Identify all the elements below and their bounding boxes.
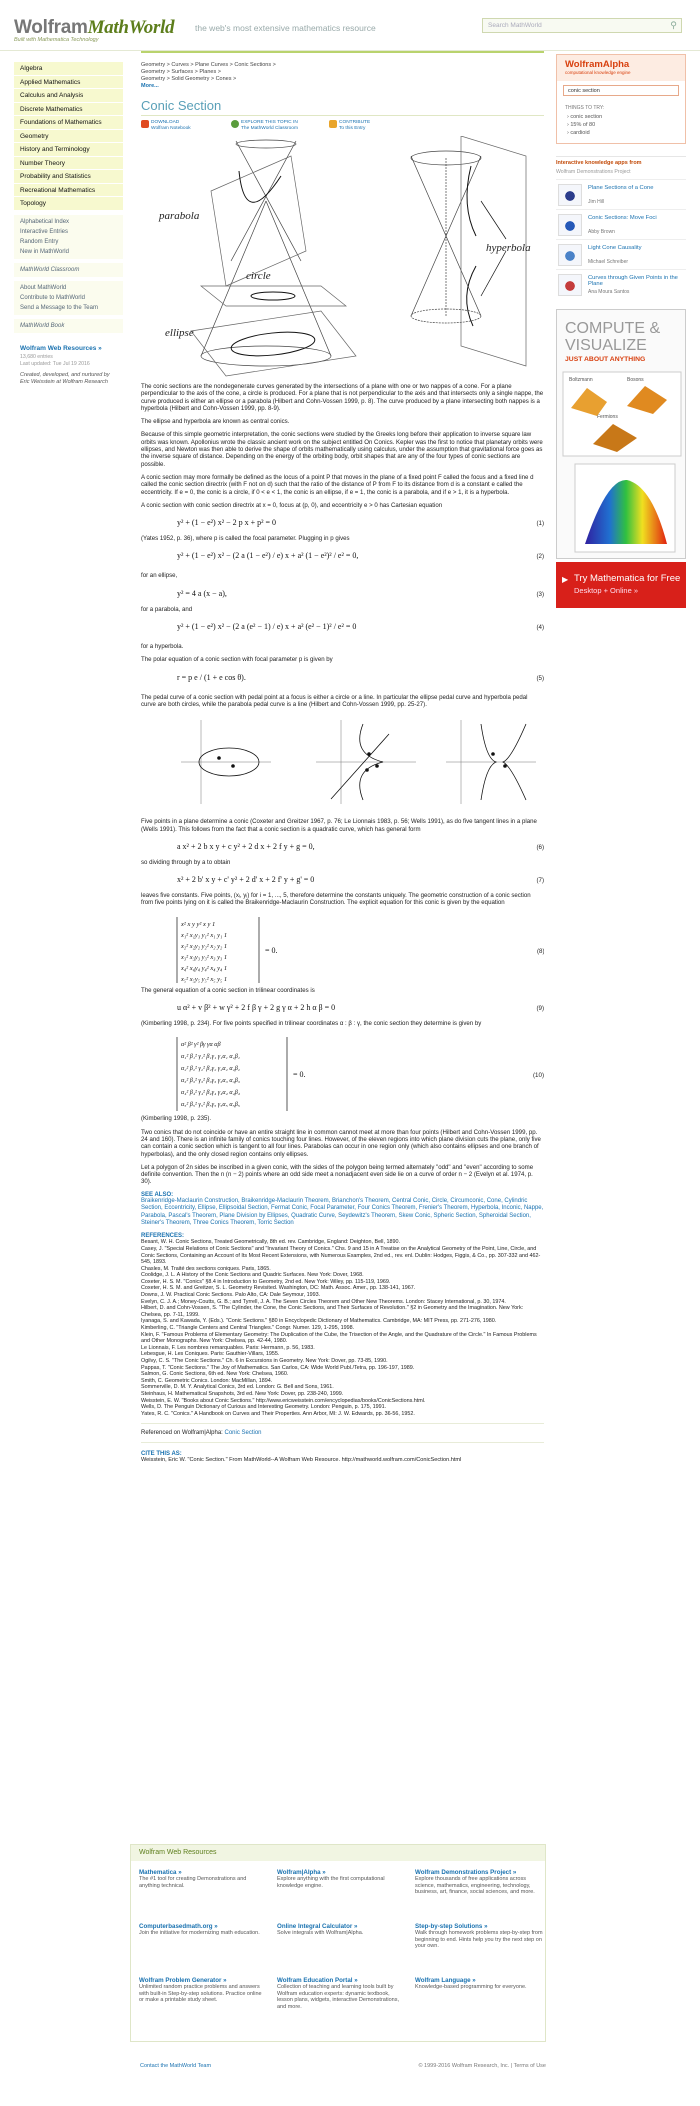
svg-text:x₁² x₁y₁ y₁² x₁ y₁ 1: x₁² x₁y₁ y₁² x₁ y₁ 1 xyxy=(181,931,228,939)
svg-text:α₃² β₃² γ₃² β₃γ₃ γ₃α₃ α₃β: α₃² β₃² γ₃² β₃γ₃ γ₃α₃ α₃β₃ xyxy=(181,1077,240,1085)
svg-text:α₅² β₅² γ₅² β₅γ₅ γ₅α₅ α₅β: α₅² β₅² γ₅² β₅γ₅ γ₅α₅ α₅β₅ xyxy=(181,1101,240,1109)
footer-resource-desc: Explore thousands of free applications across science, mathematics, engineering, technology, business, art, finance, social sciences, and more. xyxy=(415,1876,535,1896)
nav-item-subject[interactable]: Algebra xyxy=(14,62,123,76)
cv-graphics xyxy=(557,368,685,558)
paragraph-five-points: Five points in a plane determine a conic (Coxeter and Greitzer 1967, p. 76; Le Lionnais 1983, p. 56; Wells 1991), as do five tangent lines in a plane (Wells 1991). This follows from the fact that a conic section is a quadratic curve, which has general form xyxy=(141,818,537,833)
nav-item-subject[interactable]: Probability and Statistics xyxy=(14,170,123,184)
equation-8 xyxy=(141,913,544,987)
nav-item-subject[interactable]: Geometry xyxy=(14,130,123,144)
footer-resource[interactable] xyxy=(415,1869,543,1896)
footer-resource-title[interactable]: Wolfram Demonstrations Project » xyxy=(415,1869,517,1876)
wolfram-resources-link[interactable]: Wolfram Web Resources » xyxy=(20,344,102,352)
breadcrumb-path-2[interactable]: Geometry > Surfaces > Planes > xyxy=(141,69,221,75)
referenced-on-wolframalpha: Referenced on Wolfram|Alpha: Conic Section xyxy=(141,1430,262,1437)
paragraph-dividing: so dividing through by a to obtain xyxy=(141,858,231,866)
paragraph-history: Because of this simple geometric interpretation, the conic sections were studied by the Greeks long before their application to inverse square law orbits was known. Apollonius wrote the classic ancient work on the subject entitled On Conics. Kepler was the first to notice that planetary orbits were ellipses, and Newton was then able to derive the shape of orbits mathematically using calculus, under the assumption that gravitational force goes as the inverse square of distance. Depending on the energy of the orbiting body, orbit shapes that are any of the four types of conic sections are possible. xyxy=(141,431,543,468)
demo-thumbnail xyxy=(558,274,582,296)
footer-heading: Wolfram Web Resources xyxy=(131,1845,545,1861)
wolframalpha-input[interactable]: conic section xyxy=(563,85,679,96)
equation-1: y² + (1 − e²) x² − 2 p x + p² = 0 (1) xyxy=(177,518,544,528)
svg-text:Bosons: Bosons xyxy=(627,377,644,383)
footer-grid xyxy=(131,1861,545,2031)
hyperbola-label: hyperbola xyxy=(486,242,531,254)
classroom-icon xyxy=(231,120,239,128)
reference-item: Kimberling, C. "Triangle Centers and Central Triangles." Congr. Numer. 129, 1-295, 1998. xyxy=(141,1325,355,1332)
footer-resource[interactable] xyxy=(277,1923,405,1937)
reference-item: Coxeter, H. S. M. and Greitzer, S. L. Geometry Revisited. Washington, DC: Math. Assoc. Amer., pp. 138-141, 1967. xyxy=(141,1285,416,1292)
references-list xyxy=(141,1239,544,1417)
demo-author: Abby Brown xyxy=(588,229,615,235)
svg-text:= 0.: = 0. xyxy=(265,945,278,955)
plot-hyperbola xyxy=(316,720,416,804)
reference-item: Weisstein, E. W. "Books about Conic Sections." http://www.ericweisstein.com/encyclopedias/books/ConicSections.html. xyxy=(141,1397,426,1404)
contribute-button[interactable]: CONTRIBUTE To this Entry xyxy=(329,120,370,131)
nav-item-subject[interactable]: Number Theory xyxy=(14,157,123,171)
entry-count: 13,680 entries xyxy=(20,353,53,360)
nav-item-secondary[interactable]: New in MathWorld xyxy=(20,248,69,255)
svg-text:(10): (10) xyxy=(533,1072,544,1080)
paragraph-two-conics: Two conics that do not coincide or have an entire straight line in common cannot meet at more than four points (Hilbert and Cohn-Vossen 1999, pp. 24 and 160). There is an infinite family of conics touching four lines. However, of the eleven regions into which plane division cuts the plane, only five can contain a conic section which is tangent to all four lines. Parabolas can occur in one region only (which also contains ellipses and one branch of hyperbolas), and the only closed region contains only ellipses. xyxy=(141,1128,541,1158)
footer-resource-title[interactable]: Mathematica » xyxy=(139,1869,182,1876)
reference-item: Steinhaus, H. Mathematical Snapshots, 3rd ed. New York: Dover, pp. 238-240, 1999. xyxy=(141,1390,344,1397)
footer-resource-title[interactable]: Wolfram Language » xyxy=(415,1977,476,1984)
nav-item-secondary[interactable]: Random Entry xyxy=(20,238,59,245)
pedal-curve-plots xyxy=(141,714,544,810)
footer-resource-desc: Knowledge-based programming for everyone. xyxy=(415,1984,527,1990)
cones-diagram xyxy=(141,136,544,383)
try-suggestion[interactable] xyxy=(557,129,685,137)
footer-resource[interactable] xyxy=(277,1869,405,1889)
footer-resource-title[interactable]: Wolfram Problem Generator » xyxy=(139,1977,227,1984)
paragraph-polar: The polar equation of a conic section with focal parameter p is given by xyxy=(141,656,333,664)
nav-item-about[interactable]: Send a Message to the Team xyxy=(20,304,98,311)
reference-item: Ogilvy, C. S. "The Conic Sections." Ch. 6 in Excursions in Geometry. New York: Dover, pp. 73-85, 1990. xyxy=(141,1358,388,1364)
paragraph-for-ellipse: for an ellipse, xyxy=(141,572,178,580)
paragraph-five-constants: leaves five constants. Five points, (xᵢ, yᵢ) for i = 1, ..., 5, therefore determine the constants uniquely. The geometric construction of a conic section from five points lying on it is called the Braikenridge-Maclaurin Construction. The explicit equation for this conic is given by the equation xyxy=(141,892,531,907)
things-to-try-list xyxy=(557,113,685,137)
plot-parabola xyxy=(446,720,536,804)
footer-resource[interactable] xyxy=(415,1923,543,1950)
reference-item: Coolidge, J. L. A History of the Conic Sections and Quadric Surfaces. New York: Dover, 1968. xyxy=(141,1272,364,1279)
paragraph-focal-parameter: (Yates 1952, p. 36), where p is called the focal parameter. Plugging in p gives xyxy=(141,535,350,543)
reference-item: Coxeter, H. S. M. "Conics" §8.4 in Introduction to Geometry, 2nd ed. New York: Wiley, pp. 115-119, 1969. xyxy=(141,1278,391,1285)
reference-item: Wells, D. The Penguin Dictionary of Curious and Interesting Geometry. London: Penguin, p. 175, 1991. xyxy=(141,1404,387,1411)
reference-item: Hilbert, D. and Cohn-Vossen, S. "The Cylinder, the Cone, the Conic Sections, and Their Surfaces of Revolution." §2 in Geometry and the Imagination. New York: Chelsea, pp. 7-11, 1999. xyxy=(141,1305,524,1318)
site-header xyxy=(0,0,700,52)
footer-resource[interactable] xyxy=(139,1869,267,1889)
demo-thumbnail xyxy=(558,214,582,236)
arrow-icon: ▶ xyxy=(562,575,569,584)
svg-text:α² β² γ² βγ γα: α² β² γ² βγ γα αβ xyxy=(181,1041,221,1049)
contribute-icon xyxy=(329,120,337,128)
demo-item[interactable] xyxy=(556,179,686,209)
page-title: Conic Section xyxy=(141,98,222,113)
paragraph-polygon: Let a polygon of 2n sides be inscribed in a given conic, with the sides of the polygon being termed alternately "odd" and "even" according to some definite convention. Then the n (n − 2) points where an odd side meet a nonadjacent even side lie on a curve of order n − 2 (Evelyn et al. 1974, p. 30). xyxy=(141,1163,534,1186)
left-navigation xyxy=(14,62,123,390)
breadcrumb-path-3[interactable]: Geometry > Solid Geometry > Cones > xyxy=(141,76,237,82)
references-heading: REFERENCES: xyxy=(141,1233,185,1240)
svg-text:x₅² x₅y₅ y₅² x₅ y₅ 1: x₅² x₅y₅ y₅² x₅ y₅ 1 xyxy=(181,975,228,983)
copyright-text[interactable]: © 1999-2016 Wolfram Research, Inc. | Terms of Use xyxy=(418,2063,546,2069)
reference-item: Le Lionnais, F. Les nombres remarquables. Paris: Hermann, p. 56, 1983. xyxy=(141,1344,315,1351)
circle-label: circle xyxy=(246,270,271,282)
determinant-8 xyxy=(141,913,544,987)
main-content xyxy=(141,62,544,1464)
wolframalpha-box xyxy=(556,54,686,144)
svg-text:Boltzmann: Boltzmann xyxy=(569,377,593,383)
paragraph-intro: The conic sections are the nondegenerate curves generated by the intersections of a plane with one or two nappes of a cone. For a plane perpendicular to the axis of the cone, a circle is produced. For a plane that is not perpendicular to the axis and that intersects only a single nappe, the curve produced is either an ellipse or a parabola (Hilbert and Cohn-Vossen 1999, p. 8). The curve produced by a plane intersecting both nappes is a hyperbola (Hilbert and Cohn-Vossen 1999, pp. 8-9). xyxy=(141,383,544,412)
cite-heading: CITE THIS AS: xyxy=(141,1451,182,1458)
reference-item: Salmon, G. Conic Sections, 6th ed. New York: Chelsea, 1960. xyxy=(141,1371,289,1378)
paragraph-kimberling-234: (Kimberling 1998, p. 234). For five points specified in trilinear coordinates α : β : γ, the conic section they determine is given by xyxy=(141,1020,482,1028)
determinant-10 xyxy=(141,1033,544,1115)
equation-2: y² + (1 − e²) x² − (2 a (1 − e²) / e) x + a² (1 − e²)² / e² = 0, (2) xyxy=(177,551,544,561)
right-sidebar xyxy=(556,54,686,608)
things-to-try-heading: THINGS TO TRY: xyxy=(565,105,605,111)
reference-item: Lebesgue, H. Les Coniques. Paris: Gauthier-Villars, 1955. xyxy=(141,1351,280,1358)
try-suggestion-label: cardioid xyxy=(570,130,590,136)
nav-item-classroom[interactable]: MathWorld Classroom xyxy=(20,266,80,273)
svg-text:x₂² x₂y₂ y₂² x₂ y₂ 1: x₂² x₂y₂ y₂² x₂ y₂ 1 xyxy=(181,942,228,950)
footer-resource-desc: Unlimited random practice problems and answers with built-in Step-by-step solutions. Practice online or make a printable study sheet. xyxy=(139,1984,262,2004)
last-updated: Last updated: Tue Jul 19 2016 xyxy=(20,360,90,367)
reference-item: Yates, R. C. "Conics." A Handbook on Curves and Their Properties. Ann Arbor, MI: J. W. Edwards, pp. 36-56, 1952. xyxy=(141,1410,415,1417)
demos-subheading[interactable]: Wolfram Demonstrations Project xyxy=(556,169,631,175)
demo-item[interactable] xyxy=(556,269,686,299)
conic-sections-illustration xyxy=(141,136,544,383)
svg-text:α₁² β₁² γ₁² β₁γ₁ γ₁α₁ α₁β: α₁² β₁² γ₁² β₁γ₁ γ₁α₁ α₁β₁ xyxy=(181,1053,240,1061)
try-mathematica-button[interactable]: ▶ Try Mathematica for Free Desktop + Online » xyxy=(556,562,686,608)
nav-item-subject[interactable]: Recreational Mathematics xyxy=(14,184,123,198)
entry-actions xyxy=(141,116,544,134)
explore-classroom-button[interactable]: EXPLORE THIS TOPIC IN The MathWorld Classroom xyxy=(231,120,298,131)
wolfram-resources-box xyxy=(14,343,123,390)
compute-visualize-ad[interactable] xyxy=(556,309,686,559)
demo-thumbnail xyxy=(558,244,582,266)
demo-thumbnail xyxy=(558,184,582,206)
paragraph-definition: A conic section may more formally be defined as the locus of a point P that moves in the plane of a fixed point F called the focus and a fixed line d called the conic section directrix (with F not on d) such that the ratio of the distance of P from F to its distance from d is a constant e called the eccentricity. If e = 0, the conic is a circle, if 0 < e < 1, the conic is an ellipse, if e = 1, the conic is a parabola, and if e > 1, it is a hyperbola. xyxy=(141,473,534,496)
book-box xyxy=(14,319,123,333)
nav-item-secondary[interactable]: Interactive Entries xyxy=(20,228,69,235)
paragraph-cartesian: A conic section with conic section directrix at x = 0, focus at (p, 0), and eccentricity e > 0 has Cartesian equation xyxy=(141,501,443,509)
nav-item-subject[interactable]: Applied Mathematics xyxy=(14,76,123,90)
reference-item: Downs, J. W. Practical Conic Sections. Palo Alto, CA: Dale Seymour, 1993. xyxy=(141,1292,321,1299)
try-suggestion[interactable] xyxy=(557,113,685,121)
demo-title: Plane Sections of a Cone xyxy=(588,185,654,191)
equation-4: y² + (1 − e²) x² − (2 a (e² − 1) / e) x + a² (e² − 1)² / e² = 0 (4) xyxy=(177,622,544,632)
demos-list xyxy=(556,179,686,299)
search-icon[interactable]: ⚲ xyxy=(670,20,677,30)
breadcrumb xyxy=(141,62,544,90)
cite-divider xyxy=(141,1442,544,1443)
footer-resource-desc: Solve integrals with Wolfram|Alpha. xyxy=(277,1930,364,1936)
reference-item: Pappas, T. "Conic Sections." The Joy of Mathematics. San Carlos, CA: Wide World Publ./Tetra, pp. 196-197, 1989. xyxy=(141,1364,415,1371)
reference-item: Chasles, M. Traité des sections coniques. Paris, 1865. xyxy=(141,1265,271,1272)
paragraph-trilinear: The general equation of a conic section in trilinear coordinates is xyxy=(141,986,315,994)
nav-item-about[interactable]: Contribute to MathWorld xyxy=(20,294,85,301)
footer-resource-title[interactable]: Step-by-step Solutions » xyxy=(415,1923,488,1930)
bottom-bar xyxy=(130,2060,546,2074)
demo-author: Jim Hill xyxy=(588,199,605,205)
search-input[interactable]: Search MathWorld xyxy=(482,18,682,33)
citation-text[interactable]: Weisstein, Eric W. "Conic Section." From MathWorld--A Wolfram Web Resource. http://mathworld.wolfram.com/ConicSection.html xyxy=(141,1457,462,1464)
wolfram-resources-panel xyxy=(130,1844,546,2042)
footer-resource-desc: Join the initiative for modernizing math education. xyxy=(139,1930,260,1936)
paragraph-for-hyperbola: for a hyperbola. xyxy=(141,643,184,651)
paragraph-pedal: The pedal curve of a conic section with pedal point at a focus is either a circle or a line. In particular the ellipse pedal curve and hyperbola pedal curve are both circles, while the parabola pedal curve is a line (Hilbert and Cohn-Vossen 1999, pp. 25-27). xyxy=(141,693,528,708)
paragraph-central-conics: The ellipse and hyperbola are known as central conics. xyxy=(141,418,290,426)
reference-item: Besant, W. H. Conic Sections, Treated Geometrically, 8th ed. rev. Cambridge, England: Deighton, Bell, 1890. xyxy=(141,1239,400,1246)
equation-3: y² = 4 a (x − a), (3) xyxy=(177,588,544,598)
nav-item-about[interactable]: About MathWorld xyxy=(20,284,67,291)
demo-author: Michael Schreiber xyxy=(588,259,629,265)
parabola-label: parabola xyxy=(159,210,200,222)
equation-5: r = p e / (1 + e cos θ). (5) xyxy=(177,672,544,682)
site-tagline: the web's most extensive mathematics resource xyxy=(195,23,376,33)
about-nav xyxy=(14,281,123,315)
paragraph-for-parabola: for a parabola, and xyxy=(141,605,193,613)
footer-resource-title[interactable]: Wolfram Education Portal » xyxy=(277,1977,358,1984)
breadcrumb-path-1[interactable]: Geometry > Curves > Plane Curves > Conic Sections > xyxy=(141,62,276,68)
see-also-links[interactable]: Braikenridge-Maclaurin Construction, Braikenridge-Maclaurin Theorem, Brianchon's Theorem, Central Conic, Circle, Circumconic, Cone, Cylindric Section, Eccentricity, Ellipse, Ellipsoidal Section, Fermat Conic, Focal Parameter, Four Conics Theorem, Frenier's Theorem, Hyperbola, Inconic, Nappe, Parabola, Pascal's Theorem, Plane Division by Ellipses, Quadratic Curve, Seydewitz's Theorem, Skew Conic, Spheric Section, Spheroidal Section, Steiner's Theorem, Three Conics Theorem, Torric Section xyxy=(141,1197,544,1226)
demo-item[interactable] xyxy=(556,239,686,269)
footer-resource[interactable] xyxy=(139,1977,267,2004)
nav-item-subject[interactable]: Calculus and Analysis xyxy=(14,89,123,103)
equation-7: x² + 2 b' x y + c' y² + 2 d' x + 2 f' y + g' = 0 (7) xyxy=(177,875,544,885)
bullet-icon: › xyxy=(567,114,571,120)
demo-title: Conic Sections: Move Foci xyxy=(588,215,657,221)
credit-text: Created, developed, and nurtured by Eric Weisstein at Wolfram Research xyxy=(20,371,110,385)
svg-text:x₄² x₄y₄ y₄² x₄ y₄ 1: x₄² x₄y₄ y₄² x₄ y₄ 1 xyxy=(181,964,228,972)
footer-resource-desc: Explore anything with the first computational knowledge engine. xyxy=(277,1876,385,1889)
bullet-icon: › xyxy=(567,122,571,128)
bullet-icon: › xyxy=(567,130,571,136)
wolframalpha-logo[interactable]: WolframAlpha computational knowledge engine xyxy=(557,55,685,81)
demo-item[interactable] xyxy=(556,209,686,239)
plot-ellipse xyxy=(181,720,271,804)
equation-9: u α² + v β² + w γ² + 2 f β γ + 2 g γ α + 2 h α β = 0 (9) xyxy=(177,1003,544,1013)
try-suggestion-label: conic section xyxy=(570,114,603,120)
pedal-plots-svg xyxy=(141,714,544,810)
footer-resource-desc: Walk through homework problems step-by-step from beginning to end. Hints help you try the next step on your own. xyxy=(415,1930,543,1950)
footer-resource-desc: Collection of teaching and learning tools built by Wolfram education experts: dynamic textbook, lesson plans, widgets, interactive Demonstrations, and more. xyxy=(277,1984,399,2010)
see-also-heading: SEE ALSO: xyxy=(141,1191,174,1198)
reference-item: Evelyn, C. J. A.; Money-Coutts, G. B.; and Tyrrell, J. A. The Seven Circles Theorem and Other New Theorems. London: Stacey International, p. 30, 1974. xyxy=(141,1298,506,1305)
svg-text:α₂² β₂² γ₂² β₂γ₂ γ₂α₂ α₂β: α₂² β₂² γ₂² β₂γ₂ γ₂α₂ α₂β₂ xyxy=(181,1065,240,1073)
footer-resources xyxy=(130,1844,546,2042)
nav-item-book[interactable]: MathWorld Book xyxy=(20,322,65,329)
classroom-box xyxy=(14,263,123,277)
footer-resource-title[interactable]: Online Integral Calculator » xyxy=(277,1923,358,1930)
demos-heading: Interactive knowledge apps from xyxy=(556,160,642,166)
paragraph-kimberling-235: (Kimberling 1998, p. 235). xyxy=(141,1115,212,1123)
mathworld-logo[interactable]: WolframMathWorld xyxy=(14,17,175,38)
demonstrations-box xyxy=(556,156,686,299)
footer-resource-title[interactable]: Computerbasedmath.org » xyxy=(139,1923,218,1930)
referenced-link[interactable]: Conic Section xyxy=(224,1430,262,1437)
svg-text:α₄² β₄² γ₄² β₄γ₄ γ₄α₄ α₄β: α₄² β₄² γ₄² β₄γ₄ γ₄α₄ α₄β₄ xyxy=(181,1089,240,1097)
footer-resource-title[interactable]: Wolfram|Alpha » xyxy=(277,1869,326,1876)
svg-text:= 0.: = 0. xyxy=(293,1070,306,1080)
secondary-nav xyxy=(14,215,123,259)
contact-team-link[interactable]: Contact the MathWorld Team xyxy=(140,2063,212,2069)
demo-title: Curves through Given Points in the Plane xyxy=(588,275,678,288)
reference-item: Sommerville, D. M. Y. Analytical Conics, 3rd ed. London: G. Bell and Sons, 1961. xyxy=(141,1384,334,1391)
subject-nav xyxy=(14,62,123,211)
svg-text:Fermions: Fermions xyxy=(597,414,618,420)
cv-subtitle: JUST ABOUT ANYTHING xyxy=(565,356,646,363)
try-suggestion[interactable] xyxy=(557,121,685,129)
demo-author: Ana Moura Santos xyxy=(588,289,630,295)
sub-tagline: Built with Mathematica Technology xyxy=(14,37,99,43)
footer-resource[interactable] xyxy=(139,1923,267,1937)
nav-item-subject[interactable]: Topology xyxy=(14,197,123,211)
download-notebook-button[interactable]: DOWNLOAD Wolfram Notebook xyxy=(141,120,191,131)
nav-item-subject[interactable]: History and Terminology xyxy=(14,143,123,157)
footer-resource-desc: The #1 tool for creating Demonstrations and anything technical. xyxy=(139,1876,247,1889)
reference-item: Casey, J. "Special Relations of Conic Sections" and "Invariant Theory of Conics." Chs. 9 and 15 in A Treatise on the Analytical Geometry of the Point, Line, Circle, and Conic Sections, Containing an Account of Its Most Recent Extensions, with Numerous Examples, 2nd ed., rev. enl. Dublin: Hodges, Figgis, & Co., pp. 307-332 and 462-545, 1893. xyxy=(141,1245,541,1266)
content-top-rule xyxy=(141,51,544,53)
cv-title: COMPUTE & VISUALIZE xyxy=(565,320,661,354)
references-divider xyxy=(141,1423,544,1424)
reference-item: Iyanaga, S. and Kawada, Y. (Eds.). "Conic Sections." §80 in Encyclopedic Dictionary of Mathematics. Cambridge, MA: MIT Press, pp. 271-276, 1980. xyxy=(141,1318,497,1325)
reference-item: Smith, C. Geometric Conics. London: MacMillan, 1894. xyxy=(141,1377,273,1384)
nav-item-subject[interactable]: Foundations of Mathematics xyxy=(14,116,123,130)
footer-resource[interactable] xyxy=(277,1977,405,2010)
try-suggestion-label: 15% of 80 xyxy=(570,122,596,128)
svg-text:x₃² x₃y₃ y₃² x₃ y₃ 1: x₃² x₃y₃ y₃² x₃ y₃ 1 xyxy=(181,953,228,961)
ellipse-label: ellipse xyxy=(165,327,194,339)
equation-10 xyxy=(141,1033,544,1115)
svg-text:(8): (8) xyxy=(537,947,544,955)
download-icon xyxy=(141,120,149,128)
breadcrumb-more[interactable]: More... xyxy=(141,83,159,89)
nav-item-subject[interactable]: Discrete Mathematics xyxy=(14,103,123,117)
footer-resource[interactable] xyxy=(415,1977,543,1991)
nav-item-secondary[interactable]: Alphabetical Index xyxy=(20,218,70,225)
demo-title: Light Cone Causality xyxy=(588,245,642,251)
equation-6: a x² + 2 b x y + c y² + 2 d x + 2 f y + g = 0, (6) xyxy=(177,841,544,851)
svg-text:x² x y y² x y 1: x² x y y² x y 1 xyxy=(181,920,216,928)
reference-item: Klein, F. "Famous Problems of Elementary Geometry: The Duplication of the Cube, the Trisection of the Angle, and the Quadrature of the Circle." In Famous Problems and Other Monographs. New York: Chelsea, pp. 42-44, 1980. xyxy=(141,1331,537,1345)
